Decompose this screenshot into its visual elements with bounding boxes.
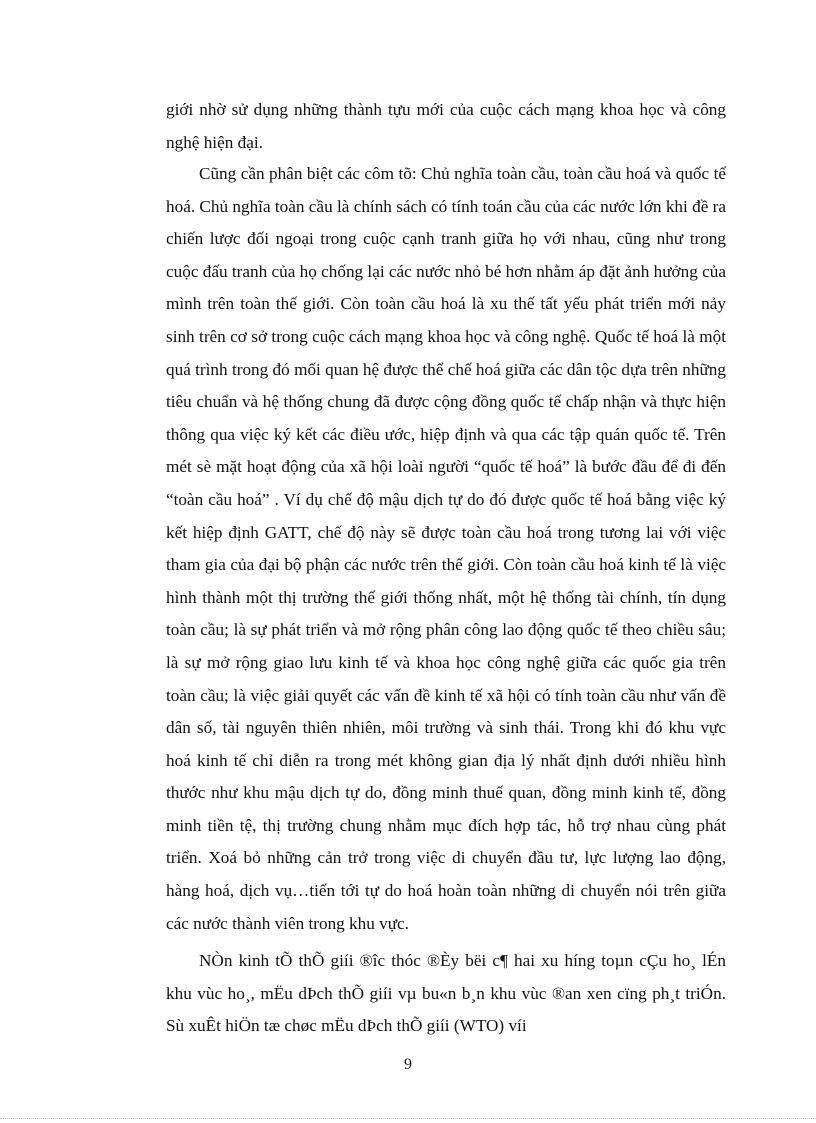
text-block-continuation <box>166 94 726 159</box>
page-number: 9 <box>404 1056 412 1073</box>
paragraph-garbled-encoding: NÒn kinh tÕ thÕ giíi ®îc thóc ®Èy bëi c¶ hai xu híng toµn cÇu ho¸ lÉn khu vùc ho¸, mËu dÞch thÕ giíi vµ bu«n b¸n khu vùc ®an xen cïng ph¸t triÓn. Sù xuÊt hiÖn tæ chøc mËu dÞch thÕ giíi (WTO) víi <box>166 951 726 1036</box>
paragraph-continuation: giới nhờ sử dụng những thành tựu mới của cuộc cách mạng khoa học và công nghệ hiện đại. <box>166 100 726 152</box>
paragraph-definitions: Cũng cần phân biệt các côm tõ: Chủ nghĩa toàn cầu, toàn cầu hoá và quốc tế hoá. Chủ nghĩa toàn cầu là chính sách có tính toán cầu của các nước lớn khi đề ra chiến lược đối ngoại trong cuộc cạnh tranh giữa họ với nhau, cũng như trong cuộc đấu tranh của họ chống lại các nước nhỏ bé hơn nhằm áp đặt ảnh hưởng của mình trên toàn thế giới. Còn toàn cầu hoá là xu thế tất yếu phát triển mới nảy sinh trên cơ sở trong cuộc cách mạng khoa học và công nghệ. Quốc tế hoá là một quá trình trong đó mối quan hệ được thể chế hoá giữa các dân tộc dựa trên những tiêu chuẩn và hệ thống chung đã được cộng đồng quốc tế chấp nhận và thực hiện thông qua việc ký kết các điều ước, hiệp định và qua các tập quán quốc tế. Trên mét sè mặt hoạt động của xã hội loài người “quốc tế hoá” là bước đầu để đi đến “toàn cầu hoá” . Ví dụ chế độ mậu dịch tự do đó được quốc tế hoá bằng việc ký kết hiệp định GATT, chế độ này sẽ được toàn cầu hoá trong tương lai với việc tham gia của đại bộ phận các nước trên thế giới. Còn toàn cầu hoá kinh tế là việc hình thành một thị trường thế giới thống nhất, một hệ thống tài chính, tín dụng toàn cầu; là sự phát triển và mở rộng phân công lao động quốc tế theo chiều sâu; là sự mở rộng giao lưu kinh tế và khoa học công nghệ giữa các quốc gia trên toàn cầu; là việc giải quyết các vấn đề kinh tế xã hội có tính toàn cầu như vấn đề dân số, tài nguyên thiên nhiên, môi trường và sinh thái. Trong khi đó khu vực hoá kinh tế chỉ diễn ra trong mét không gian địa lý nhất định dưới nhiều hình thước như khu mậu dịch tự do, đồng minh thuế quan, đồng minh kinh tế, đồng minh tiền tệ, thị trường chung nhằm mục đích hợp tác, hỗ trợ nhau cùng phát triển. Xoá bỏ những cản trở trong việc di chuyển đầu tư, lực lượng lao động, hàng hoá, dịch vụ…tiến tới tự do hoá hoàn toàn những di chuyển nói trên giữa các nước thành viên trong khu vực. <box>166 164 726 933</box>
text-block-definitions <box>166 158 726 940</box>
bottom-dotted-rule <box>0 1118 816 1119</box>
text-block-garbled <box>166 945 726 1043</box>
